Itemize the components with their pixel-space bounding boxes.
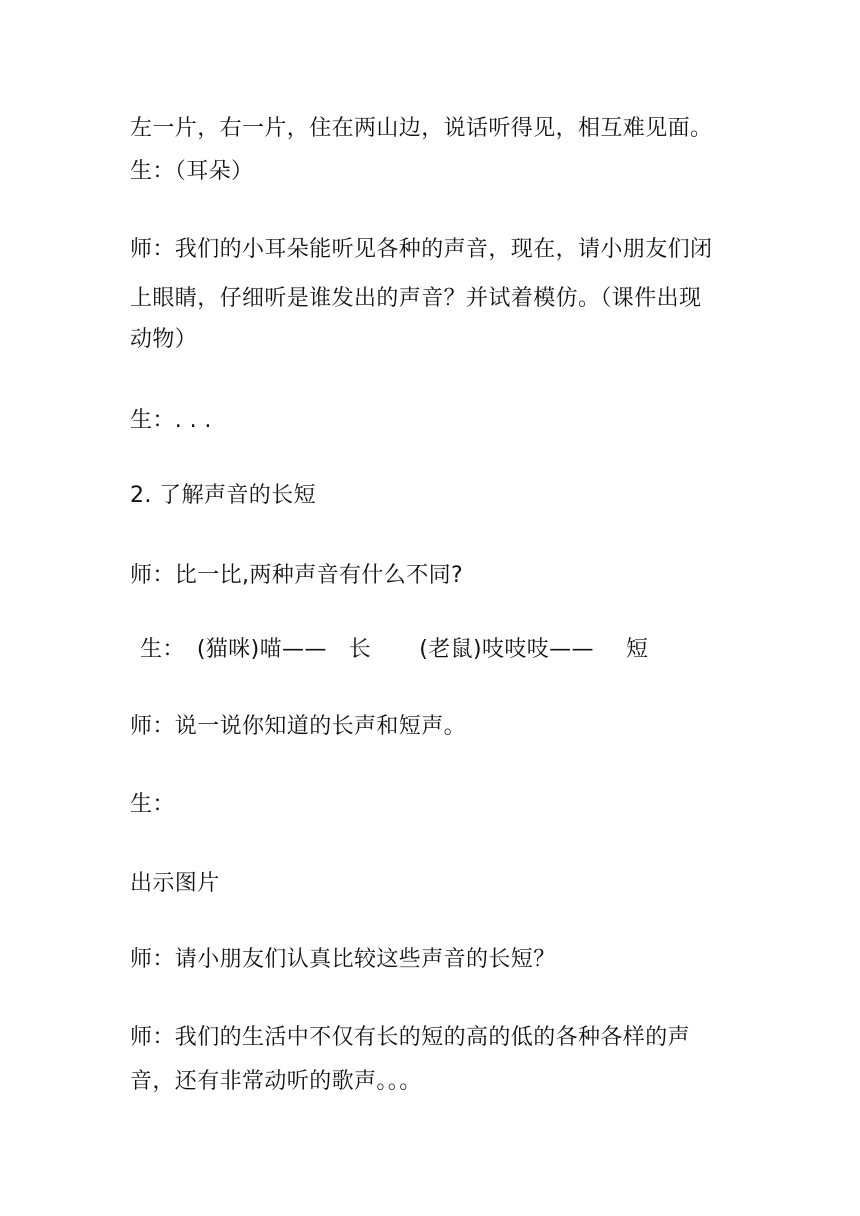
teacher-life-line-1: 师：我们的生活中不仅有长的短的高的低的各种各样的声 [130,1025,691,1050]
student-sound-row [140,636,648,664]
riddle-line: 左一片，右一片，住在两山边，说话听得见，相互难见面。 [130,116,713,141]
teacher-compare: 师：比一比,两种声音有什么不同? [130,563,464,588]
short-label: 短 [625,637,649,662]
long-label: 长 [348,637,372,662]
student-ellipsis: 生：. . . [130,408,212,433]
teacher-life-line-2: 音，还有非常动听的歌声。。。 [130,1069,422,1094]
student-answer-ears: 生：（耳朵） [130,159,254,184]
show-pictures: 出示图片 [130,871,220,896]
section-heading: 2. 了解声音的长短 [130,483,316,508]
student-empty: 生： [130,792,175,817]
teacher-line-2: 上眼睛，仔细听是谁发出的声音？并试着模仿。（课件出现 [130,286,702,311]
student-prefix: 生： [140,637,185,662]
cat-sound: (猫咪)喵—— [196,637,327,662]
teacher-line-1: 师：我们的小耳朵能听见各种的声音，现在，请小朋友们闭 [130,237,713,262]
teacher-compare-pictures: 师：请小朋友们认真比较这些声音的长短？ [130,947,556,972]
teacher-long-short: 师：说一说你知道的长声和短声。 [130,714,467,739]
teacher-line-3: 动物） [130,327,198,352]
mouse-sound: (老鼠)吱吱吱—— [419,637,594,662]
